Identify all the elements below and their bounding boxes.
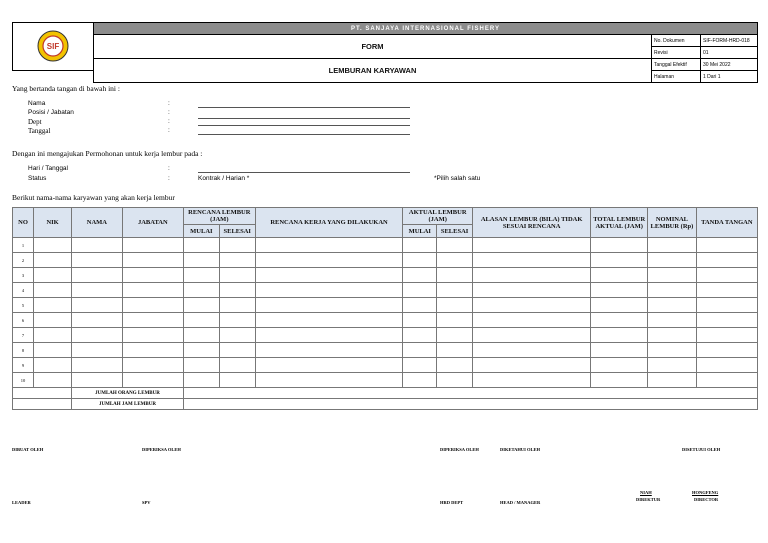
table-cell[interactable] <box>183 298 219 313</box>
row-number: 7 <box>13 328 34 343</box>
table-row <box>13 283 758 298</box>
table-cell[interactable] <box>403 283 437 298</box>
table-row <box>13 298 758 313</box>
table-cell[interactable] <box>34 328 72 343</box>
table-cell[interactable] <box>255 283 403 298</box>
table-cell[interactable] <box>591 313 648 328</box>
table-cell[interactable] <box>696 283 757 298</box>
col-header-mulai: MULAI <box>183 225 219 238</box>
meta-value: 1 Dari 1 <box>701 71 758 83</box>
overtime-table <box>12 207 758 410</box>
field-label-tanggal: Tanggal <box>28 127 51 135</box>
table-cell[interactable] <box>403 298 437 313</box>
svg-text:SIF: SIF <box>46 41 60 51</box>
table-cell[interactable] <box>34 358 72 373</box>
table-cell[interactable] <box>648 298 697 313</box>
table-cell[interactable] <box>72 328 123 343</box>
company-logo <box>13 23 94 71</box>
row-number: 2 <box>13 253 34 268</box>
table-cell[interactable] <box>591 283 648 298</box>
row-number: 8 <box>13 343 34 358</box>
table-cell[interactable] <box>255 313 403 328</box>
table-cell[interactable] <box>403 373 437 388</box>
table-cell[interactable] <box>648 238 697 253</box>
table-cell[interactable] <box>183 313 219 328</box>
table-cell[interactable] <box>255 343 403 358</box>
meta-key: No. Dokumen <box>652 35 701 47</box>
meta-value: 30 Mei 2022 <box>701 59 758 71</box>
table-cell[interactable] <box>183 238 219 253</box>
table-cell[interactable] <box>403 358 437 373</box>
field-colon: : <box>168 118 170 125</box>
field-label-dept: Dept <box>28 118 42 126</box>
hari-tanggal-label: Hari / Tanggal <box>28 165 68 172</box>
tanggal-input-line[interactable] <box>198 134 410 135</box>
col-header-nama: NAMA <box>72 208 123 238</box>
col-header-mulai-aktual: MULAI <box>403 225 437 238</box>
table-cell[interactable] <box>437 313 473 328</box>
table-cell[interactable] <box>403 238 437 253</box>
table-cell[interactable] <box>122 313 183 328</box>
table-cell[interactable] <box>648 358 697 373</box>
table-cell[interactable] <box>122 298 183 313</box>
table-cell[interactable] <box>437 328 473 343</box>
request-text: Dengan ini mengajukan Permohonan untuk kerja lembur pada : <box>12 149 203 158</box>
table-cell[interactable] <box>696 358 757 373</box>
table-cell[interactable] <box>437 238 473 253</box>
form-document <box>12 22 758 505</box>
status-options[interactable]: Kontrak / Harian * <box>198 175 250 182</box>
logo-spacer <box>13 71 94 83</box>
form-label: FORM <box>94 35 652 59</box>
col-header-rencana-kerja: RENCANA KERJA YANG DILAKUKAN <box>255 208 403 238</box>
table-cell[interactable] <box>473 343 591 358</box>
table-cell[interactable] <box>591 253 648 268</box>
table-cell[interactable] <box>219 373 255 388</box>
table-cell[interactable] <box>34 253 72 268</box>
form-header <box>12 22 758 83</box>
sig-spv-label: SPV <box>142 500 151 505</box>
table-cell[interactable] <box>219 328 255 343</box>
table-cell[interactable] <box>473 238 591 253</box>
table-cell[interactable] <box>437 253 473 268</box>
table-row <box>13 253 758 268</box>
table-cell[interactable] <box>72 373 123 388</box>
field-colon: : <box>168 127 170 134</box>
table-cell[interactable] <box>183 328 219 343</box>
table-cell[interactable] <box>122 283 183 298</box>
table-row <box>13 358 758 373</box>
table-cell[interactable] <box>473 298 591 313</box>
table-cell[interactable] <box>72 298 123 313</box>
table-cell[interactable] <box>255 268 403 283</box>
field-colon: : <box>168 165 170 172</box>
table-cell[interactable] <box>255 373 403 388</box>
status-note: *Pilih salah satu <box>434 175 481 182</box>
table-cell[interactable] <box>183 373 219 388</box>
field-label-nama: Nama <box>28 100 46 107</box>
table-cell[interactable] <box>34 283 72 298</box>
sig-name-hongfeng: HONGFENG <box>692 490 719 495</box>
table-cell[interactable] <box>219 313 255 328</box>
table-cell[interactable] <box>72 238 123 253</box>
table-cell[interactable] <box>403 328 437 343</box>
sig-disetujui-label: DISETUJUI OLEH <box>682 447 721 452</box>
col-header-selesai: SELESAI <box>219 225 255 238</box>
col-header-rencana-lembur: RENCANA LEMBUR (JAM) <box>183 208 255 225</box>
field-colon: : <box>168 100 170 107</box>
table-cell[interactable] <box>696 268 757 283</box>
sum-spacer <box>13 399 72 410</box>
table-cell[interactable] <box>591 373 648 388</box>
table-cell[interactable] <box>219 268 255 283</box>
table-cell[interactable] <box>403 313 437 328</box>
table-cell[interactable] <box>696 298 757 313</box>
table-cell[interactable] <box>219 283 255 298</box>
meta-key: Halaman <box>652 71 701 83</box>
field-colon: : <box>168 175 170 182</box>
table-cell[interactable] <box>255 328 403 343</box>
col-header-no: NO <box>13 208 34 238</box>
sig-dibuat-label: DIBUAT OLEH <box>12 447 44 452</box>
row-number: 10 <box>13 373 34 388</box>
sig-name-niah: NIAH <box>640 490 652 495</box>
meta-value: SIF-FORM-HRD-018 <box>701 35 758 47</box>
table-cell[interactable] <box>34 238 72 253</box>
intro-text: Yang bertanda tangan di bawah ini : <box>12 84 120 93</box>
row-number: 6 <box>13 313 34 328</box>
col-header-nominal: NOMINAL LEMBUR (Rp) <box>648 208 697 238</box>
table-cell[interactable] <box>219 298 255 313</box>
table-cell[interactable] <box>72 313 123 328</box>
jumlah-orang-label: JUMLAH ORANG LEMBUR <box>72 388 184 399</box>
table-cell[interactable] <box>219 253 255 268</box>
table-row <box>13 373 758 388</box>
nama-input-line[interactable] <box>198 107 410 108</box>
table-cell[interactable] <box>403 268 437 283</box>
table-cell[interactable] <box>437 358 473 373</box>
sig-diperiksa-label: DIPERIKSA OLEH <box>142 447 181 452</box>
table-cell[interactable] <box>219 343 255 358</box>
table-cell[interactable] <box>473 313 591 328</box>
table-cell[interactable] <box>648 253 697 268</box>
col-header-aktual-lembur: AKTUAL LEMBUR (JAM) <box>403 208 473 225</box>
table-cell[interactable] <box>34 373 72 388</box>
posisi-input-line[interactable] <box>198 118 410 119</box>
table-cell[interactable] <box>437 298 473 313</box>
table-cell[interactable] <box>183 268 219 283</box>
table-cell[interactable] <box>122 253 183 268</box>
dept-input-line[interactable] <box>198 125 410 126</box>
table-cell[interactable] <box>255 298 403 313</box>
table-cell[interactable] <box>473 358 591 373</box>
sig-leader-label: LEADER <box>12 500 31 505</box>
table-cell[interactable] <box>72 358 123 373</box>
jumlah-jam-label: JUMLAH JAM LEMBUR <box>72 399 184 410</box>
meta-key: Tanggal Efektif <box>652 59 701 71</box>
table-cell[interactable] <box>696 313 757 328</box>
table-cell[interactable] <box>183 253 219 268</box>
table-cell[interactable] <box>34 313 72 328</box>
sig-role-direktur: DIREKTUR <box>636 497 661 502</box>
table-cell[interactable] <box>591 298 648 313</box>
table-cell[interactable] <box>255 253 403 268</box>
table-cell[interactable] <box>437 373 473 388</box>
table-cell[interactable] <box>219 358 255 373</box>
row-number: 4 <box>13 283 34 298</box>
col-header-alasan: ALASAN LEMBUR (BILA) TIDAK SESUAI RENCANA <box>473 208 591 238</box>
table-cell[interactable] <box>183 283 219 298</box>
table-cell[interactable] <box>72 268 123 283</box>
company-name: PT. SANJAYA INTERNASIONAL FISHERY <box>94 23 758 35</box>
table-row <box>13 268 758 283</box>
col-header-jabatan: JABATAN <box>122 208 183 238</box>
table-cell[interactable] <box>72 343 123 358</box>
table-cell[interactable] <box>255 238 403 253</box>
sig-hrd-label: HRD DEPT <box>440 500 464 505</box>
row-number: 3 <box>13 268 34 283</box>
meta-value: 01 <box>701 47 758 59</box>
table-cell[interactable] <box>183 343 219 358</box>
col-header-total: TOTAL LEMBUR AKTUAL (JAM) <box>591 208 648 238</box>
sum-spacer <box>13 388 72 399</box>
table-cell[interactable] <box>122 268 183 283</box>
row-number: 1 <box>13 238 34 253</box>
sig-role-director: DIRECTOR <box>694 497 719 502</box>
hari-tanggal-input-line[interactable] <box>198 172 410 173</box>
table-cell[interactable] <box>122 358 183 373</box>
jumlah-orang-value[interactable] <box>183 388 757 399</box>
table-cell[interactable] <box>696 253 757 268</box>
col-header-nik: NIK <box>34 208 72 238</box>
table-cell[interactable] <box>122 328 183 343</box>
table-cell[interactable] <box>183 358 219 373</box>
table-cell[interactable] <box>696 343 757 358</box>
table-cell[interactable] <box>473 283 591 298</box>
row-number: 5 <box>13 298 34 313</box>
table-row <box>13 328 758 343</box>
col-header-tanda-tangan: TANDA TANGAN <box>696 208 757 238</box>
status-label: Status <box>28 175 47 182</box>
sig-diperiksa-hrd-label: DIPERIKSA OLEH <box>440 447 479 452</box>
table-cell[interactable] <box>648 343 697 358</box>
table-cell[interactable] <box>122 238 183 253</box>
table-cell[interactable] <box>34 298 72 313</box>
table-cell[interactable] <box>591 343 648 358</box>
table-cell[interactable] <box>122 373 183 388</box>
table-cell[interactable] <box>696 238 757 253</box>
table-cell[interactable] <box>648 283 697 298</box>
table-cell[interactable] <box>473 268 591 283</box>
table-row <box>13 343 758 358</box>
table-cell[interactable] <box>591 238 648 253</box>
row-number: 9 <box>13 358 34 373</box>
table-cell[interactable] <box>648 268 697 283</box>
meta-key: Revisi <box>652 47 701 59</box>
table-cell[interactable] <box>72 283 123 298</box>
table-cell[interactable] <box>72 253 123 268</box>
table-cell[interactable] <box>34 343 72 358</box>
table-row <box>13 313 758 328</box>
table-cell[interactable] <box>473 373 591 388</box>
table-cell[interactable] <box>648 313 697 328</box>
table-cell[interactable] <box>437 268 473 283</box>
table-cell[interactable] <box>696 373 757 388</box>
list-intro-text: Berikut nama-nama karyawan yang akan kerja lembur <box>12 193 175 202</box>
table-cell[interactable] <box>437 343 473 358</box>
table-cell[interactable] <box>403 253 437 268</box>
table-cell[interactable] <box>219 238 255 253</box>
col-header-selesai-aktual: SELESAI <box>437 225 473 238</box>
table-cell[interactable] <box>34 268 72 283</box>
table-cell[interactable] <box>122 343 183 358</box>
table-cell[interactable] <box>473 328 591 343</box>
table-cell[interactable] <box>591 268 648 283</box>
table-cell[interactable] <box>648 328 697 343</box>
table-cell[interactable] <box>403 343 437 358</box>
sif-logo-icon <box>36 29 70 63</box>
table-cell[interactable] <box>591 328 648 343</box>
field-label-posisi: Posisi / Jabatan <box>28 109 74 116</box>
jumlah-jam-value[interactable] <box>183 399 757 410</box>
table-cell[interactable] <box>255 358 403 373</box>
field-colon: : <box>168 109 170 116</box>
table-row <box>13 238 758 253</box>
table-cell[interactable] <box>591 358 648 373</box>
table-cell[interactable] <box>648 373 697 388</box>
sig-head-label: HEAD / MANAGER <box>500 500 541 505</box>
sig-diketahui-label: DIKETAHUI OLEH <box>500 447 541 452</box>
table-cell[interactable] <box>437 283 473 298</box>
table-cell[interactable] <box>696 328 757 343</box>
table-cell[interactable] <box>473 253 591 268</box>
form-title: LEMBURAN KARYAWAN <box>94 59 652 83</box>
